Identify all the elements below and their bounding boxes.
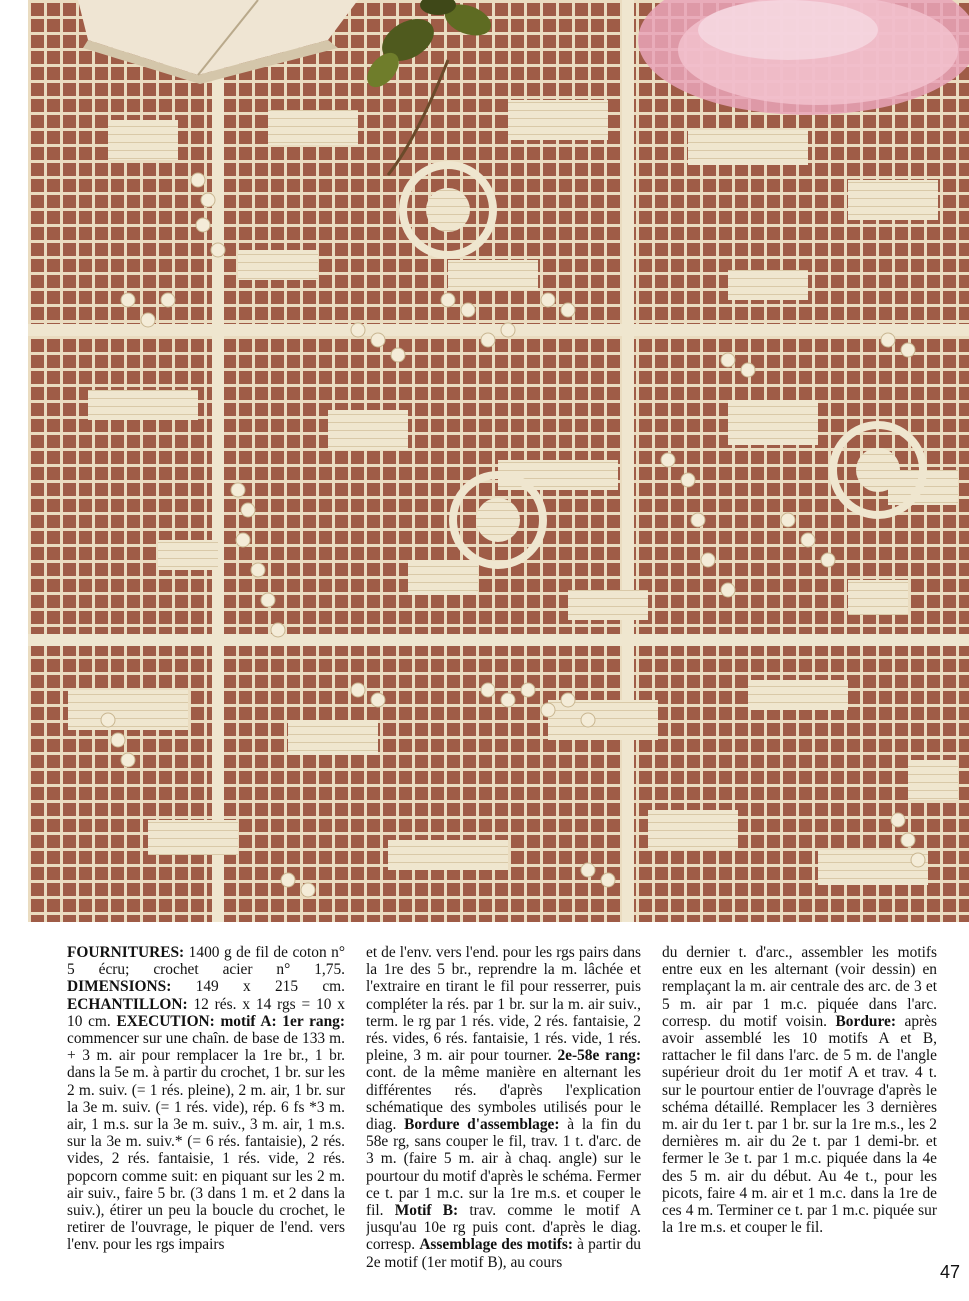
body-text: et de l'env. vers l'end. pour les rgs pairs dans la 1re des 5 br., reprendre la m. lâchée et l'extraire en tirant le fil pour resserrer, puis compléter la rés. par 1 br. sur la m. air suiv., term. le rg par 1 rés. vide, 2 rés. fantaisie, 2 rés. vides, 6 rés. fantaisie, 1 rés. vide, 1 rés. pleine, 3 m. air pour tourner.	[366, 944, 641, 1065]
section-heading: 2e-58e rang:	[557, 1047, 641, 1065]
section-heading: ECHANTILLON:	[67, 995, 194, 1013]
body-text: 149 x 215 cm.	[195, 978, 345, 996]
section-heading: Bordure:	[835, 1012, 905, 1030]
body-text: à partir du 2e motif (1er motif B), au cours	[366, 1236, 641, 1271]
section-heading: Bordure d'assemblage:	[404, 1116, 568, 1134]
body-text: commencer sur une chaîn. de base de 133 m. + 3 m. air pour remplacer la 1re br., 1 br. dans la 5e m. à partir du crochet, 1 br. sur les 2 m. suiv. (= 1 rés. pleine), 2 m. air, 1 br. sur la 3e m. suiv. (= 1 rés. vide), rép. 6 fs *3 m. air, 1 m.s. sur la 3e m. suiv., 3 m. air, 1 m.s. sur la 3e m. suiv.* (= 6 rés. fantaisie), 2 rés. vides, 2 rés. fantaisie, 1 rés. vide, 2 rés. popcorn comme suit: en piquant sur les 2 m. air suiv., faire 5 br. (3 dans 1 m. et 2 dans la suiv.), étirer un peu la boucle du crochet, le retirer de l'ouvrage, le piquer de l'end. vers l'env. pour les rgs impairs	[67, 1030, 345, 1254]
section-heading: Assemblage des motifs:	[419, 1236, 578, 1254]
body-text: cont. de la même manière en alternant les différentes rés. d'après l'explication schématique des symboles utilisés pour le diag.	[366, 1064, 641, 1134]
body-text: du dernier t. d'arc., assembler les motifs entre eux en les alternant (voir dessin) en remplaçant la m. air centrale des arc. de 3 et 5 m. air par 1 m.c. piquée dans l'arc. corresp. du motif voisin.	[662, 944, 937, 1030]
lace-pattern-graphic	[28, 0, 969, 922]
body-text: 1400 g de fil de coton n° 5 écru; crochet acier n° 1,75.	[67, 944, 345, 979]
body-text: trav. comme le motif A jusqu'au 10e rg puis cont. d'après le diag. corresp.	[366, 1202, 641, 1254]
section-heading: DIMENSIONS:	[67, 978, 196, 996]
section-heading: EXECUTION: motif A: 1er rang:	[116, 1012, 345, 1030]
section-heading: FOURNITURES:	[67, 944, 189, 961]
text-column-3	[662, 944, 937, 1289]
page-margin	[0, 0, 28, 1301]
section-heading: Motif B:	[394, 1202, 470, 1220]
page-number: 47	[940, 1262, 961, 1282]
text-column-1	[67, 944, 345, 1289]
body-text: à la fin du 58e rg, sans couper le fil, trav. 1 t. d'arc. de 3 m. (faire 5 m. air à chaq. angle) sur le pourtour du motif d'après le schéma. Fermer ce t. par 1 m.c. sur la 1re m.s. et couper le fil.	[366, 1116, 641, 1220]
crochet-tablecloth-photo	[28, 0, 969, 922]
body-text: après avoir assemblé les 10 motifs A et B, rattacher le fil dans l'arc. de 5 m. de l'angle supérieur droit du 1er motif A et trav. 4 t. sur le pourtour entier de l'ouvrage d'après le schéma détaillé. Remplacer les 3 dernières m. air du 1er t. par 1 br. sur la 1re m.s., les 2 dernières m. air du 2e t. par 1 demi-br. et fermer le 3e t. par 1 m.c. piquée dans la 4e des 5 m. air du début. Au 4e t., pour les picots, faire 4 m. air et 1 m.c. dans la 1re de ces 4 m. Terminer ce t. par 1 m.c. piquée sur la 1re m.s. et couper le fil.	[662, 1012, 937, 1237]
text-column-2	[366, 944, 641, 1289]
body-text: 12 rés. x 14 rgs = 10 x 10 cm.	[67, 995, 345, 1030]
